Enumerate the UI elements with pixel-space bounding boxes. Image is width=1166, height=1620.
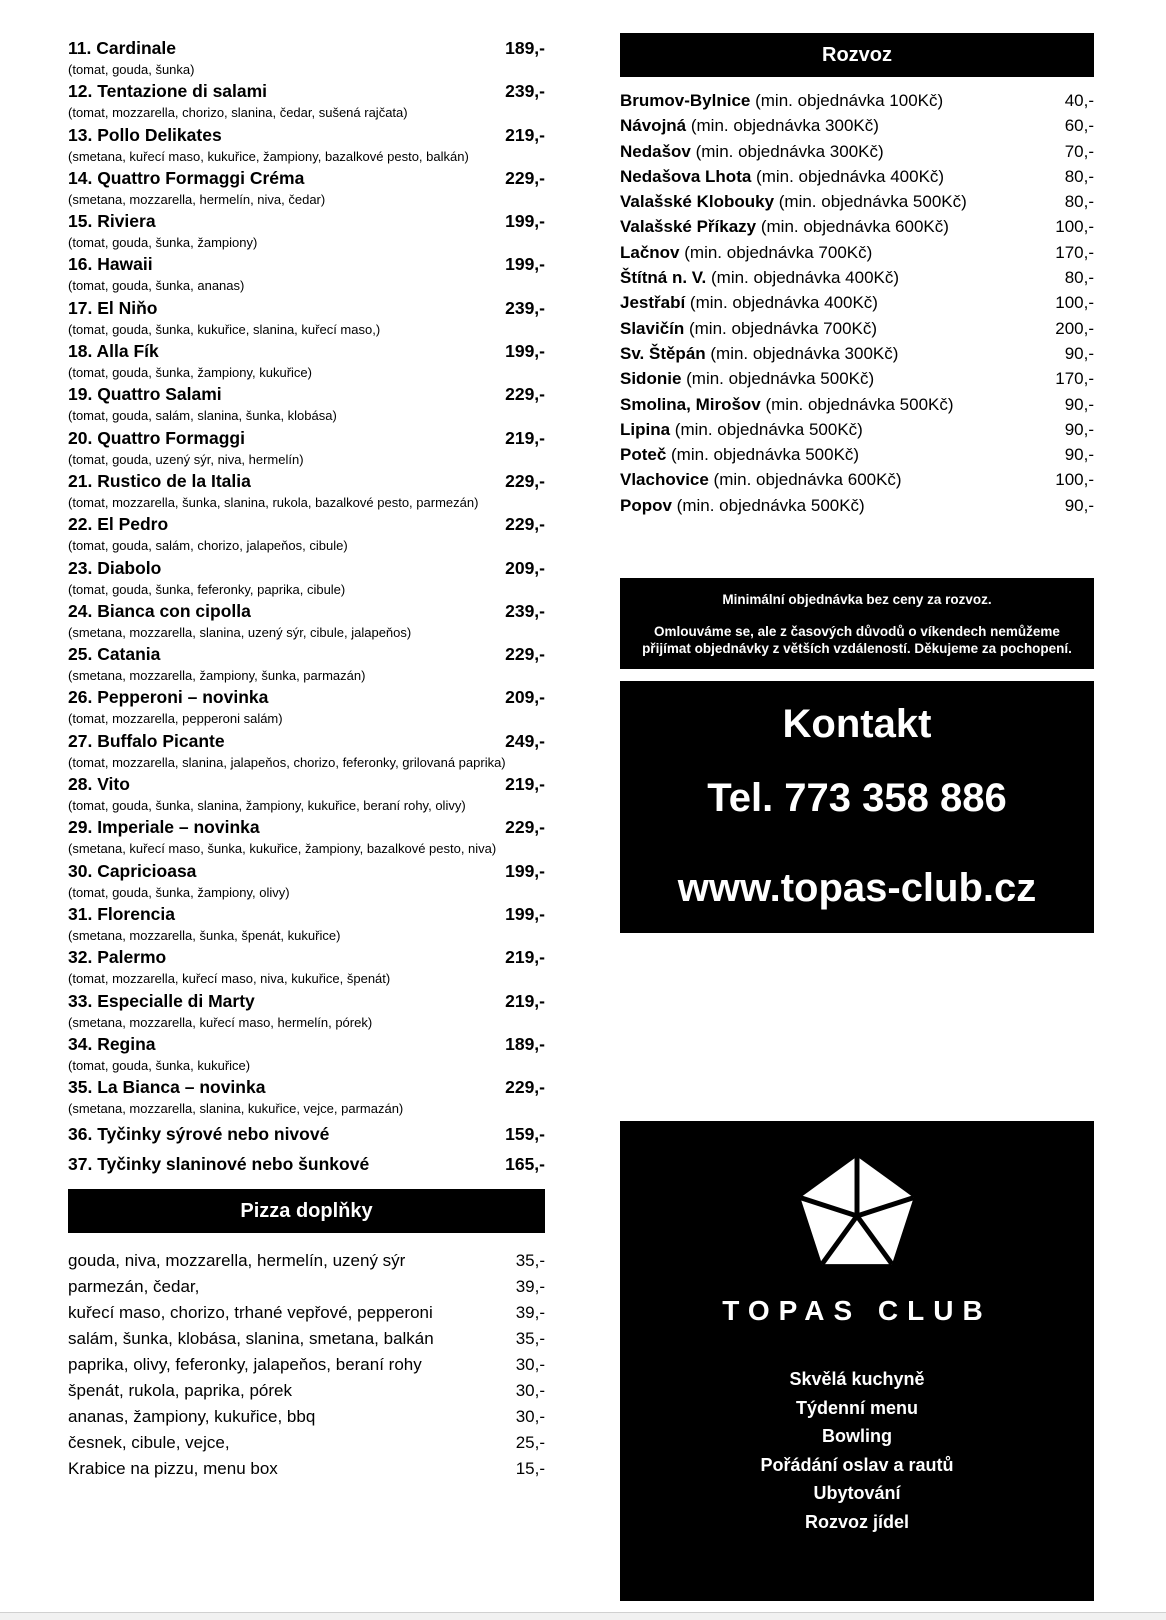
topping-name: Krabice na pizzu, menu box — [68, 1459, 278, 1479]
delivery-price: 100,- — [1055, 217, 1094, 237]
delivery-row — [620, 88, 1094, 113]
menu-item-ingredients: (smetana, kuřecí maso, kukuřice, žampiony, bazalkové pesto, balkán) — [68, 148, 469, 164]
menu-item-ingredients: (tomat, gouda, šunka, slanina, žampiony, kukuřice, beraní rohy, olivy) — [68, 798, 466, 814]
delivery-min-order: (min. objednávka 700Kč) — [684, 318, 878, 338]
menu-item-price: 189,- — [505, 1033, 545, 1054]
brand-service: Pořádání oslav a rautů — [760, 1454, 954, 1475]
menu-item-ingredients: (tomat, mozzarella, kuřecí maso, niva, kukuřice, špenát) — [68, 971, 391, 987]
delivery-min-order: (min. objednávka 400Kč) — [685, 293, 878, 313]
menu-item-price: 229,- — [505, 167, 545, 188]
delivery-price: 80,- — [1064, 268, 1094, 288]
menu-item-price: 165,- — [505, 1154, 545, 1175]
menu-item — [68, 600, 545, 643]
contact-box — [620, 681, 1094, 933]
menu-item-ingredients: (tomat, gouda, šunka, feferonky, paprika, cibule) — [68, 581, 346, 597]
menu-item-name: 14. Quattro Formaggi Créma — [68, 167, 305, 188]
menu-item-title-row — [68, 1119, 545, 1149]
menu-item-title-row — [68, 730, 545, 752]
menu-item-price: 229,- — [505, 644, 545, 665]
delivery-town: Valašské Příkazy — [620, 217, 757, 237]
menu-item-title-row — [68, 643, 545, 665]
menu-item-name: 32. Palermo — [68, 947, 167, 968]
menu-item-title-row — [68, 253, 545, 275]
menu-item — [68, 557, 545, 600]
delivery-price: 100,- — [1055, 293, 1094, 313]
topping-price: 39,- — [515, 1277, 545, 1297]
menu-column — [68, 37, 545, 1482]
topping-row — [68, 1326, 545, 1352]
menu-item — [68, 773, 545, 816]
contact-title: Kontakt — [782, 702, 932, 747]
menu-item-title-row — [68, 513, 545, 535]
menu-item-price: 229,- — [505, 470, 545, 491]
topping-price: 39,- — [515, 1303, 545, 1323]
topping-row — [68, 1430, 545, 1456]
delivery-row — [620, 442, 1094, 467]
menu-item — [68, 124, 545, 167]
menu-item-name: 23. Diabolo — [68, 557, 162, 578]
delivery-row — [620, 341, 1094, 366]
menu-item-title-row — [68, 990, 545, 1012]
topping-row — [68, 1456, 545, 1482]
menu-item-price: 239,- — [505, 600, 545, 621]
brand-service: Rozvoz jídel — [804, 1511, 909, 1532]
menu-item — [68, 1149, 545, 1179]
menu-item-name: 21. Rustico de la Italia — [68, 470, 251, 491]
menu-item-ingredients: (tomat, gouda, salám, slanina, šunka, klobása) — [68, 408, 337, 424]
delivery-town-line — [620, 392, 954, 417]
menu-item-name: 19. Quattro Salami — [68, 384, 222, 405]
menu-item — [68, 383, 545, 426]
menu-item-ingredients: (tomat, mozzarella, chorizo, slanina, čedar, sušená rajčata) — [68, 105, 408, 121]
topping-name: ananas, žampiony, kukuřice, bbq — [68, 1407, 316, 1427]
delivery-town: Nedašov — [620, 141, 691, 161]
delivery-row — [620, 493, 1094, 518]
topping-row — [68, 1352, 545, 1378]
delivery-list — [620, 88, 1094, 518]
menu-item-name: 34. Regina — [68, 1033, 156, 1054]
topping-price: 35,- — [515, 1329, 545, 1349]
delivery-note-line1: Minimální objednávka bez ceny za rozvoz. — [722, 592, 992, 608]
delivery-min-order: (min. objednávka 400Kč) — [706, 268, 900, 288]
delivery-town: Štítná n. V. — [620, 268, 707, 288]
menu-item-price: 219,- — [505, 947, 545, 968]
delivery-row — [620, 366, 1094, 391]
delivery-town-line — [620, 341, 898, 366]
delivery-town-line — [620, 467, 902, 492]
delivery-town-line — [620, 442, 859, 467]
pizza-menu-list — [68, 37, 545, 1179]
menu-item-price: 199,- — [505, 211, 545, 232]
menu-item-name: 22. El Pedro — [68, 514, 169, 535]
menu-item-ingredients: (tomat, mozzarella, šunka, slanina, rukola, bazalkové pesto, parmezán) — [68, 494, 479, 510]
menu-item — [68, 297, 545, 340]
pentagon-logo-icon — [795, 1151, 919, 1271]
menu-item-name: 16. Hawaii — [68, 254, 153, 275]
window-bottom-strip — [0, 1612, 1166, 1620]
delivery-price: 170,- — [1055, 242, 1094, 262]
menu-item-name: 20. Quattro Formaggi — [68, 427, 245, 448]
menu-item-title-row — [68, 1149, 545, 1179]
delivery-header: Rozvoz — [620, 33, 1094, 77]
delivery-town: Lačnov — [620, 242, 680, 262]
delivery-town-line — [620, 366, 874, 391]
menu-item-price: 229,- — [505, 1077, 545, 1098]
topping-row — [68, 1300, 545, 1326]
delivery-town: Jestřabí — [620, 293, 686, 313]
menu-item-title-row — [68, 340, 545, 362]
delivery-town-line — [620, 189, 967, 214]
menu-item — [68, 470, 545, 513]
menu-item — [68, 643, 545, 686]
delivery-town: Slavičín — [620, 318, 685, 338]
menu-item-title-row — [68, 80, 545, 102]
delivery-price: 200,- — [1055, 318, 1094, 338]
menu-item-name: 24. Bianca con cipolla — [68, 600, 251, 621]
topping-name: kuřecí maso, chorizo, trhané vepřové, pepperoni — [68, 1303, 433, 1323]
delivery-min-order: (min. objednávka 500Kč) — [670, 419, 863, 439]
menu-item — [68, 903, 545, 946]
topping-row — [68, 1248, 545, 1274]
delivery-town: Popov — [620, 495, 672, 515]
delivery-min-order: (min. objednávka 500Kč) — [760, 394, 954, 414]
menu-item-name: 33. Especialle di Marty — [68, 990, 255, 1011]
delivery-town-line — [620, 214, 949, 239]
menu-item-title-row — [68, 470, 545, 492]
menu-item-ingredients: (smetana, mozzarella, hermelín, niva, čedar) — [68, 191, 326, 207]
menu-item-price: 199,- — [505, 254, 545, 275]
menu-item — [68, 80, 545, 123]
topping-name: česnek, cibule, vejce, — [68, 1433, 230, 1453]
delivery-town-line — [620, 265, 899, 290]
delivery-row — [620, 417, 1094, 442]
menu-item-price: 199,- — [505, 860, 545, 881]
menu-item-ingredients: (tomat, gouda, šunka, kukuřice) — [68, 1057, 251, 1073]
topping-name: paprika, olivy, feferonky, jalapeňos, beraní rohy — [68, 1355, 422, 1375]
contact-website: www.topas-club.cz — [677, 866, 1037, 911]
brand-service: Ubytování — [813, 1483, 901, 1504]
menu-item-ingredients: (smetana, mozzarella, slanina, uzený sýr, cibule, jalapeňos) — [68, 624, 412, 640]
delivery-town-line — [620, 113, 879, 138]
topping-price: 25,- — [515, 1433, 545, 1453]
menu-item-price: 219,- — [505, 427, 545, 448]
menu-item-price: 239,- — [505, 297, 545, 318]
menu-item-title-row — [68, 600, 545, 622]
menu-item-title-row — [68, 427, 545, 449]
delivery-town-line — [620, 164, 944, 189]
delivery-town-line — [620, 88, 943, 113]
delivery-price: 90,- — [1064, 343, 1094, 363]
delivery-town: Návojná — [620, 116, 687, 136]
menu-item-title-row — [68, 210, 545, 232]
menu-item-title-row — [68, 903, 545, 925]
delivery-row — [620, 290, 1094, 315]
delivery-min-order: (min. objednávka 300Kč) — [686, 116, 879, 136]
topping-price: 35,- — [515, 1251, 545, 1271]
menu-item — [68, 1033, 545, 1076]
menu-item — [68, 37, 545, 80]
menu-item — [68, 1119, 545, 1149]
topping-name: špenát, rukola, paprika, pórek — [68, 1381, 292, 1401]
menu-item-name: 30. Capricioasa — [68, 860, 197, 881]
menu-item-name: 12. Tentazione di salami — [68, 81, 268, 102]
menu-item-name: 18. Alla Fík — [68, 341, 159, 362]
delivery-town-line — [620, 240, 872, 265]
topping-row — [68, 1378, 545, 1404]
menu-item-price: 249,- — [505, 730, 545, 751]
menu-item-price: 209,- — [505, 687, 545, 708]
delivery-min-order: (min. objednávka 500Kč) — [774, 192, 967, 212]
delivery-min-order: (min. objednávka 300Kč) — [705, 343, 899, 363]
delivery-town-line — [620, 316, 877, 341]
topping-name: parmezán, čedar, — [68, 1277, 200, 1297]
delivery-min-order: (min. objednávka 600Kč) — [708, 470, 902, 490]
menu-item-name: 13. Pollo Delikates — [68, 124, 222, 145]
services-list — [620, 1365, 1094, 1536]
delivery-town-line — [620, 139, 884, 164]
menu-item-ingredients: (tomat, gouda, šunka, kukuřice, slanina, kuřecí maso,) — [68, 321, 381, 337]
delivery-price: 80,- — [1064, 166, 1094, 186]
menu-item-name: 36. Tyčinky sýrové nebo nivové — [68, 1124, 330, 1145]
menu-item-ingredients: (tomat, mozzarella, pepperoni salám) — [68, 711, 283, 727]
delivery-town: Poteč — [620, 445, 667, 465]
topping-price: 15,- — [515, 1459, 545, 1479]
menu-item — [68, 816, 545, 859]
delivery-town-line — [620, 290, 878, 315]
delivery-min-order: (min. objednávka 500Kč) — [671, 495, 865, 515]
delivery-price: 170,- — [1055, 369, 1094, 389]
delivery-note-box — [620, 578, 1094, 669]
menu-item-price: 229,- — [505, 384, 545, 405]
menu-item — [68, 427, 545, 470]
delivery-min-order: (min. objednávka 700Kč) — [679, 242, 873, 262]
delivery-town: Lipina — [620, 419, 671, 439]
menu-item-name: 37. Tyčinky slaninové nebo šunkové — [68, 1154, 370, 1175]
delivery-row — [620, 164, 1094, 189]
menu-item-title-row — [68, 1033, 545, 1055]
delivery-town: Valašské Klobouky — [620, 192, 775, 212]
menu-item-ingredients: (tomat, gouda, šunka, žampiony, olivy) — [68, 884, 290, 900]
delivery-town: Nedašova Lhota — [620, 166, 752, 186]
delivery-row — [620, 265, 1094, 290]
menu-item — [68, 1076, 545, 1119]
menu-item-ingredients: (tomat, gouda, salám, chorizo, jalapeňos, cibule) — [68, 538, 348, 554]
delivery-price: 40,- — [1064, 91, 1094, 110]
menu-item-ingredients: (tomat, gouda, uzený sýr, niva, hermelín) — [68, 451, 304, 467]
brand-service: Týdenní menu — [795, 1397, 918, 1418]
delivery-min-order: (min. objednávka 400Kč) — [751, 166, 945, 186]
menu-item-ingredients: (smetana, mozzarella, slanina, kukuřice, vejce, parmazán) — [68, 1101, 404, 1117]
menu-item-name: 27. Buffalo Picante — [68, 730, 225, 751]
topping-row — [68, 1404, 545, 1430]
menu-item-price: 189,- — [505, 38, 545, 58]
delivery-town-line — [620, 417, 863, 442]
menu-item-name: 31. Florencia — [68, 903, 175, 924]
delivery-column — [620, 33, 1094, 1601]
delivery-price: 70,- — [1064, 141, 1094, 161]
menu-item-name: 28. Vito — [68, 774, 130, 795]
menu-item — [68, 340, 545, 383]
menu-item — [68, 686, 545, 729]
menu-item-title-row — [68, 773, 545, 795]
delivery-row — [620, 113, 1094, 138]
menu-item-ingredients: (tomat, gouda, šunka, ananas) — [68, 278, 245, 294]
topping-price: 30,- — [515, 1381, 545, 1401]
menu-item-ingredients: (tomat, gouda, šunka) — [68, 62, 195, 77]
topping-row — [68, 1274, 545, 1300]
brand-service: Bowling — [822, 1426, 892, 1447]
delivery-min-order: (min. objednávka 500Kč) — [666, 445, 860, 465]
delivery-price: 60,- — [1064, 116, 1094, 136]
menu-item — [68, 946, 545, 989]
delivery-row — [620, 139, 1094, 164]
menu-item-price: 219,- — [505, 774, 545, 795]
menu-item-title-row — [68, 167, 545, 189]
delivery-price: 80,- — [1064, 192, 1094, 212]
menu-item-name: 35. La Bianca – novinka — [68, 1077, 266, 1098]
delivery-row — [620, 189, 1094, 214]
delivery-row — [620, 316, 1094, 341]
menu-item — [68, 253, 545, 296]
menu-item-name: 29. Imperiale – novinka — [68, 817, 260, 838]
menu-item-title-row — [68, 860, 545, 882]
menu-item-price: 239,- — [505, 81, 545, 102]
menu-item-title-row — [68, 1076, 545, 1098]
delivery-price: 100,- — [1055, 470, 1094, 490]
menu-item — [68, 990, 545, 1033]
brand-box — [620, 1121, 1094, 1601]
delivery-min-order: (min. objednávka 300Kč) — [690, 141, 884, 161]
topping-name: salám, šunka, klobása, slanina, smetana, balkán — [68, 1329, 434, 1349]
delivery-row — [620, 392, 1094, 417]
delivery-town: Sidonie — [620, 369, 682, 389]
brand-name: TOPAS CLUB — [722, 1295, 992, 1327]
menu-item-price: 199,- — [505, 341, 545, 362]
menu-item-price: 209,- — [505, 557, 545, 578]
delivery-row — [620, 214, 1094, 239]
menu-item-ingredients: (tomat, gouda, šunka, žampiony, kukuřice) — [68, 365, 312, 381]
menu-item-title-row — [68, 816, 545, 838]
delivery-price: 90,- — [1064, 394, 1094, 414]
menu-item-ingredients: (smetana, mozzarella, šunka, špenát, kukuřice) — [68, 927, 341, 943]
menu-item — [68, 210, 545, 253]
menu-item-title-row — [68, 297, 545, 319]
menu-item-price: 219,- — [505, 124, 545, 145]
delivery-town: Brumov-Bylnice — [620, 91, 751, 110]
menu-item-title-row — [68, 686, 545, 708]
contact-phone: Tel. 773 358 886 — [707, 776, 1007, 821]
delivery-min-order: (min. objednávka 600Kč) — [756, 217, 949, 237]
menu-item-name: 15. Riviera — [68, 211, 156, 232]
menu-item — [68, 860, 545, 903]
delivery-town: Vlachovice — [620, 470, 709, 490]
menu-item-price: 229,- — [505, 514, 545, 535]
topping-price: 30,- — [515, 1407, 545, 1427]
menu-item — [68, 513, 545, 556]
toppings-header: Pizza doplňky — [68, 1189, 545, 1233]
menu-item-ingredients: (smetana, mozzarella, kuřecí maso, hermelín, pórek) — [68, 1014, 373, 1030]
delivery-price: 90,- — [1064, 495, 1094, 515]
delivery-row — [620, 240, 1094, 265]
menu-item-title-row — [68, 37, 545, 59]
menu-item-title-row — [68, 946, 545, 968]
menu-item-ingredients: (smetana, kuřecí maso, šunka, kukuřice, žampiony, bazalkové pesto, niva) — [68, 841, 497, 857]
menu-item-name: 25. Catania — [68, 644, 161, 665]
brand-service: Skvělá kuchyně — [789, 1369, 925, 1390]
menu-item-price: 159,- — [505, 1124, 545, 1145]
menu-item-title-row — [68, 124, 545, 146]
menu-item — [68, 167, 545, 210]
menu-item-price: 199,- — [505, 903, 545, 924]
delivery-town: Sv. Štěpán — [620, 343, 706, 363]
menu-item-title-row — [68, 383, 545, 405]
menu-item-name: 26. Pepperoni – novinka — [68, 687, 269, 708]
menu-item-title-row — [68, 557, 545, 579]
menu-item-name: 17. El Niňo — [68, 297, 158, 318]
menu-item-ingredients: (smetana, mozzarella, žampiony, šunka, parmazán) — [68, 668, 366, 684]
menu-item-price: 229,- — [505, 817, 545, 838]
delivery-row — [620, 467, 1094, 492]
menu-item-name: 11. Cardinale — [68, 38, 176, 58]
menu-item-ingredients: (tomat, mozzarella, slanina, jalapeňos, chorizo, feferonky, grilovaná paprika) — [68, 754, 506, 770]
delivery-min-order: (min. objednávka 500Kč) — [681, 369, 875, 389]
menu-item — [68, 730, 545, 773]
delivery-price: 90,- — [1064, 419, 1094, 439]
menu-item-price: 219,- — [505, 990, 545, 1011]
toppings-list — [68, 1248, 545, 1482]
menu-item-ingredients: (tomat, gouda, šunka, žampiony) — [68, 235, 258, 251]
delivery-town: Smolina, Mirošov — [620, 394, 761, 414]
delivery-price: 90,- — [1064, 445, 1094, 465]
delivery-min-order: (min. objednávka 100Kč) — [750, 91, 944, 110]
delivery-note-line2: Omlouváme se, ale z časových důvodů o víkendech nemůžeme přijímat objednávky z větších vzdáleností. Děkujeme za pochopení. — [642, 624, 1072, 657]
topping-price: 30,- — [515, 1355, 545, 1375]
delivery-town-line — [620, 493, 865, 518]
topping-name: gouda, niva, mozzarella, hermelín, uzený sýr — [68, 1251, 406, 1271]
